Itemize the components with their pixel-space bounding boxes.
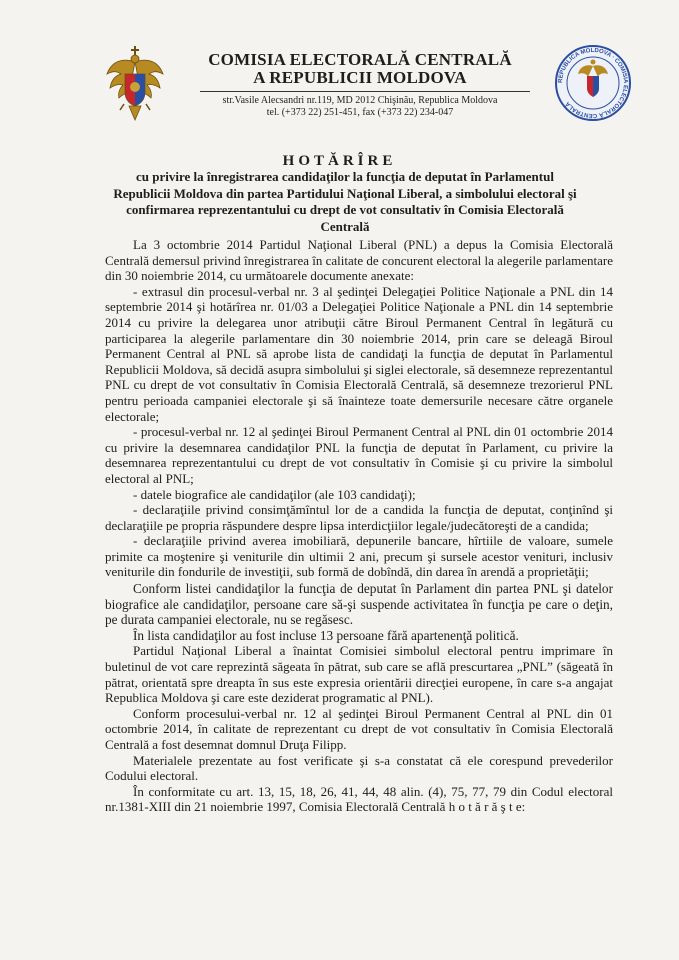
document-subject: cu privire la înregistrarea candidaţilor la funcţia de deputat în Parlamentul Republicii Moldova din partea Partidului Naţional Liberal, a simbolului electoral şi confirmarea reprezentantului cu drept de vot consultativ în Comisia Electorală Centrală [113, 169, 577, 234]
paragraph-annex-1: - extrasul din procesul-verbal nr. 3 al şedinţei Delegaţiei Politice Naţionale a PNL din 14 septembrie 2014 şi hotărîrea nr. 01/03 a Delegaţiei Politice Naţionale a PNL din 14 septembrie 2014 cu privire la delegarea unor atribuţii către Biroul Permanent Central în legătură cu participarea la alegerile parlamentare din 30 noiembrie 2014, prin care se deleagă Biroul Permanent Central al PNL să aprobe lista de candidaţi la funcţia de deputat în Parlamentul Republicii Moldova, să decidă asupra simbolului şi siglei electorale, să desemneze reprezentantul PNL cu drept de vot consultativ în Comisia Electorală Centrală, să desemneze trezorierul PNL pentru perioada campaniei electorale şi să înainteze toate demersurile necesare către organele electorale; [105, 283, 613, 424]
paragraph-symbol: Partidul Naţional Liberal a înaintat Comisiei simbolul electoral pentru imprimare în buletinul de vot care reprezintă săgeata în pătrat, sub care se află prescurtarea „PNL” (săgeată în pătrat, orientată spre dreapta în sus este expresia orientării direcţiei europene, în care s-a angajat Republica Moldova şi care este deziderat programatic al PNL). [105, 643, 613, 706]
header-divider [200, 91, 530, 92]
cec-seal-icon [554, 44, 632, 122]
org-name-line2: A REPUBLICII MOLDOVA [253, 68, 467, 87]
letterhead [0, 40, 679, 140]
paragraph-decision: În conformitate cu art. 13, 15, 18, 26, 41, 44, 48 alin. (4), 75, 77, 79 din Codul electoral nr.1381-XIII din 21 noiembrie 1997, Comisia Electorală Centrală h o t ă r ă ş t e: [105, 783, 613, 815]
paragraph-representative: Conform procesului-verbal nr. 12 al şedinţei Biroul Permanent Central al PNL din 01 octombrie 2014, în calitate de reprezentant cu drept de vot consultativ în Comisia Electorală Centrală a fost desemnat domnul Druţa Filipp. [105, 705, 613, 752]
paragraph-annex-4: - declaraţiile privind consimţămîntul lor de a candida la funcţia de deputat, conţinînd şi declaraţiile pe propria răspundere despre lipsa interdicţiilor legale/judecătoreşti de a candida; [105, 502, 613, 533]
org-address: str.Vasile Alecsandri nr.119, MD 2012 Chişinău, Republica Moldova [222, 95, 498, 106]
org-name-line1: COMISIA ELECTORALĂ CENTRALĂ [208, 50, 512, 69]
paragraph-verification: Materialele prezentate au fost verificate şi s-a constatat că ele corespund prevederilor Codului electoral. [105, 752, 613, 784]
document-body [105, 237, 613, 815]
paragraph-annex-3: - datele biografice ale candidaţilor (ale 103 candidaţi); [133, 486, 416, 502]
paragraph-annex-2: - procesul-verbal nr. 12 al şedinţei Biroul Permanent Central al PNL din 01 octombrie 2014 cu privire la desemnarea candidaţilor PNL la funcţia de deputat în Parlament, cu privire la desemnarea reprezentantului cu drept de vot consultativ în Comisie şi cu privire la simbolul electoral al PNL; [105, 424, 613, 486]
paragraph-annex-5: - declaraţiile privind averea imobiliară, depunerile bancare, hîrtiile de valoare, sumele primite ca moştenire şi veniturile din ultimii 2 ani, precum şi sursele acestor venituri, inclusiv veniturile din fondurile de investiţii, sub formă de dobîndă, din darea în arendă a proprietăţii; [105, 533, 613, 580]
seal-text: REPUBLICA MOLDOVA · COMISIA ELECTORALĂ CENTRALĂ [557, 47, 629, 119]
document-title: HOTĂRÎRE [282, 153, 397, 169]
moldova-coat-of-arms-icon [104, 44, 166, 126]
paragraph-candidates-list: Conform listei candidaţilor la funcţia de deputat în Parlament din partea PNL şi datelor biografice ale candidaţilor, persoane care să-şi suspende activitatea în funcţia pe care o deţin, pe durata campaniei electorale, nu se regăsesc. [105, 581, 613, 628]
paragraph-non-affiliated: În lista candidaţilor au fost incluse 13 persoane fără apartenenţă politică. [133, 627, 519, 643]
org-contacts: tel. (+373 22) 251-451, fax (+373 22) 234-047 [266, 107, 454, 118]
paragraph-intro: La 3 octombrie 2014 Partidul Naţional Liberal (PNL) a depus la Comisia Electorală Centrală demersul privind înregistrarea în calitate de concurent electoral la alegerile parlamentare din 30 noiembrie 2014, cu următoarele documente anexate: [105, 237, 613, 284]
